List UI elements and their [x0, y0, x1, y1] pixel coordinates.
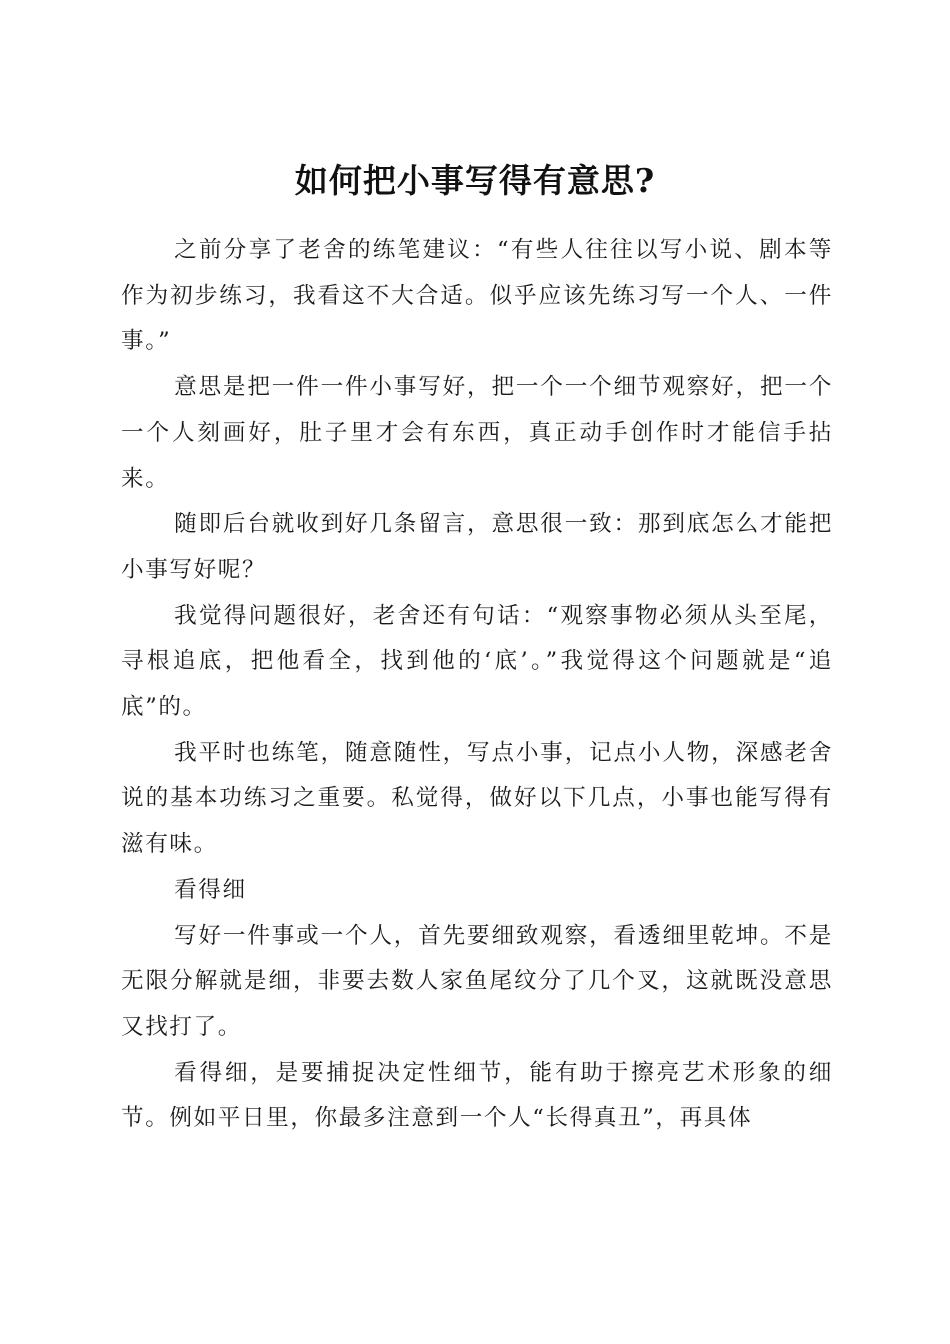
paragraph-practice: 我平时也练笔，随意随性，写点小事，记点小人物，深感老舍说的基本功练习之重要。私觉得，做好以下几点，小事也能写得有滋有味。	[121, 739, 833, 858]
paragraph-observe: 写好一件事或一个人，首先要细致观察，看透细里乾坤。不是无限分解就是细，非要去数人家鱼尾纹分了几个叉，这就既没意思又找打了。	[121, 922, 833, 1040]
paragraph-quote: 我觉得问题很好，老舍还有句话：“观察事物必须从头至尾，寻根追底，把他看全，找到他的‘底’。”我觉得这个问题就是“追底”的。	[121, 602, 833, 721]
paragraph-intro: 之前分享了老舍的练笔建议：“有些人往往以写小说、剧本等作为初步练习，我看这不大合适。似乎应该先练习写一个人、一件事。”	[121, 237, 833, 355]
article-body	[121, 228, 833, 1142]
paragraph-comments: 随即后台就收到好几条留言，意思很一致：那到底怎么才能把小事写好呢？	[121, 511, 833, 583]
section-heading: 看得细	[174, 876, 247, 903]
document-title: 如何把小事写得有意思?	[294, 161, 656, 201]
paragraph-detail: 看得细，是要捕捉决定性细节，能有助于擦亮艺术形象的细节。例如平日里，你最多注意到一个人“长得真丑”，再具体	[121, 1059, 833, 1132]
paragraph-meaning: 意思是把一件一件小事写好，把一个一个细节观察好，把一个一个人刻画好，肚子里才会有东西，真正动手创作时才能信手拈来。	[121, 374, 833, 492]
